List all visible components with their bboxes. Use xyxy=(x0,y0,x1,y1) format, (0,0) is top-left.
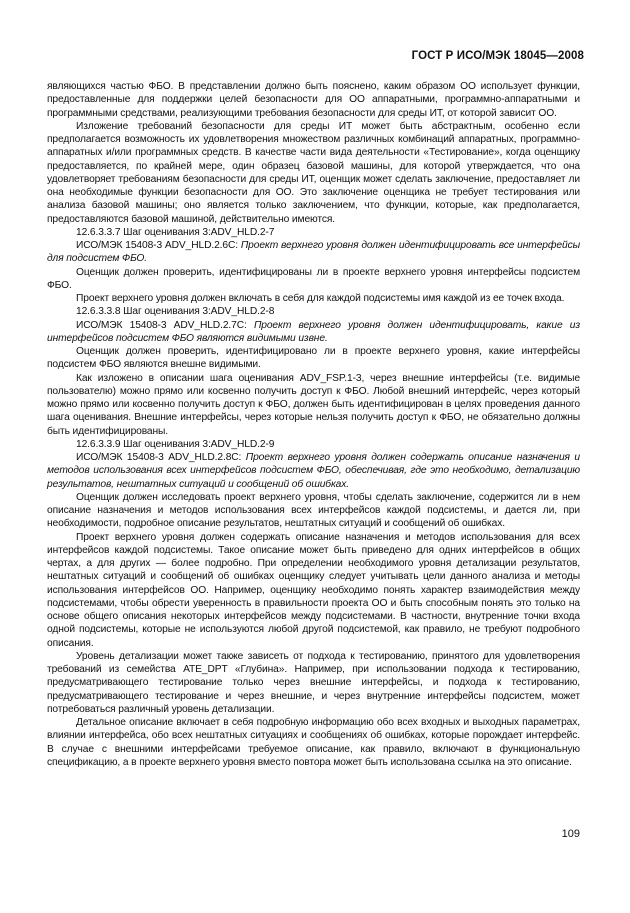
document-body xyxy=(47,80,580,769)
requirement-paragraph xyxy=(47,451,580,491)
requirement-text: Проект верхнего уровня должен содержать описание назначения и методов использования всех интерфейсов подсистем ФБО, обеспечивая, где это необходимо, детализацию результатов, нештатных ситуаций и сообщений об ошибках. xyxy=(47,452,580,490)
paragraph: Проект верхнего уровня должен содержать описание назначения и методов использования для всех интерфейсов каждой подсистемы. Такое описание может быть приведено для одних интерфейсов в общих чертах, а для других — более подробно. При определении необходимого уровня детализации результатов, нештатных ситуаций и сообщений об ошибках оценщику следует учитывать цели данного анализа и методы использования интерфейсов ОО. Например, оценщику необходимо понять характер взаимодействия между подсистемами, чтобы обрести уверенность в правильности проекта ОО и быть способным понять это только на основе общего описания некоторых интерфейсов между подсистемами. В частности, внутренние точки входа одной подсистемы, которые не используются любой другой подсистемой, как правило, не требуют подробного описания. xyxy=(47,531,580,649)
paragraph-continuation: являющихся частью ФБО. В представлении должно быть пояснено, каким образом ОО использует функции, предоставленные для поддержки целей безопасности для ОО аппаратными, программно-аппаратными и программными средствами, реализующими требования безопасности для среды ИТ, от которой зависит ОО. xyxy=(47,81,580,119)
paragraph: Оценщик должен проверить, идентифицировано ли в проекте верхнего уровня, какие интерфейсы подсистем ФБО являются внешне видимыми. xyxy=(47,346,580,371)
section-heading: 12.6.3.3.7 Шаг оценивания 3:ADV_HLD.2-7 xyxy=(76,226,275,238)
requirement-paragraph xyxy=(47,239,580,266)
page-number: 109 xyxy=(561,828,580,840)
paragraph: Изложение требований безопасности для среды ИТ может быть абстрактным, особенно если предполагается возможность их удовлетворения множеством различных комбинаций аппаратных, программно-аппаратных и/или программных средств. В качестве части вида деятельности «Тестирование», когда оценщику предоставляется, по крайней мере, один образец базовой машины, для которой утверждается, что она удовлетворяет требованиям безопасности для среды ИТ, оценщик может сделать заключение, предоставляет ли она необходимые функции безопасности для ОО. Это заключение оценщика не требует тестирования или анализа базовой машины; оно является только заключением, что функции, которые, как предполагается, предоставляются базовой машиной, действительно имеются. xyxy=(47,120,580,225)
paragraph: Как изложено в описании шага оценивания ADV_FSP.1-3, через внешние интерфейсы (т.е. видимые пользователю) можно прямо или косвенно получить доступ к ФБО. Любой внешний интерфейс, через который можно прямо или косвенно получить доступ к ФБО, должен быть идентифицирован в целях проведения данного шага оценивания. Внешние интерфейсы, через которые нельзя получить доступ к ФБО, не обязательно должны быть идентифицированы. xyxy=(47,372,580,437)
paragraph: Проект верхнего уровня должен включать в себя для каждой подсистемы имя каждой из ее точек входа. xyxy=(76,293,565,304)
requirement-reference: ИСО/МЭК 15408-3 ADV_HLD.2.6C: xyxy=(76,240,241,251)
page-header: ГОСТ Р ИСО/МЭК 18045—2008 xyxy=(411,50,584,62)
section-heading: 12.6.3.3.9 Шаг оценивания 3:ADV_HLD.2-9 xyxy=(76,438,275,450)
requirement-text: Проект верхнего уровня должен идентифицировать все интерфейсы для подсистем ФБО. xyxy=(47,240,580,265)
requirement-reference: ИСО/МЭК 15408-3 ADV_HLD.2.8C: xyxy=(76,452,246,463)
paragraph: Оценщик должен проверить, идентифицированы ли в проекте верхнего уровня интерфейсы подсистем ФБО. xyxy=(47,266,580,291)
paragraph: Уровень детализации может также зависеть от подхода к тестированию, принятого для удовлетворения требований из семейства ATE_DPT «Глубина». Например, при использовании подхода к тестированию, предусматривающего тестирование только через внешние интерфейсы, и подхода к тестированию, предусматривающего тестирование и через внешние, и через внутренние интерфейсы подсистем, может потребоваться различный уровень детализации. xyxy=(47,650,580,715)
paragraph: Оценщик должен исследовать проект верхнего уровня, чтобы сделать заключение, содержится ли в нем описание назначения и методов использования всех интерфейсов каждой подсистемы, и дается ли, при необходимости, подробное описание результатов, нештатных ситуаций и сообщений об ошибках. xyxy=(47,491,580,530)
requirement-text: Проект верхнего уровня должен идентифицировать, какие из интерфейсов подсистем ФБО являются видимыми извне. xyxy=(47,319,580,344)
requirement-paragraph xyxy=(47,319,580,346)
requirement-reference: ИСО/МЭК 15408-3 ADV_HLD.2.7C: xyxy=(76,319,254,331)
section-heading: 12.6.3.3.8 Шаг оценивания 3:ADV_HLD.2-8 xyxy=(76,306,275,318)
paragraph: Детальное описание включает в себя подробную информацию обо всех входных и выходных параметрах, влиянии интерфейса, обо всех нештатных ситуациях и сообщениях об ошибках, которые порождает интерфейс. В случае с внешними интерфейсами требуемое описание, как правило, включают в функциональную спецификацию, а в проекте верхнего уровня вместо повтора может быть использована ссылка на это описание. xyxy=(47,717,580,768)
